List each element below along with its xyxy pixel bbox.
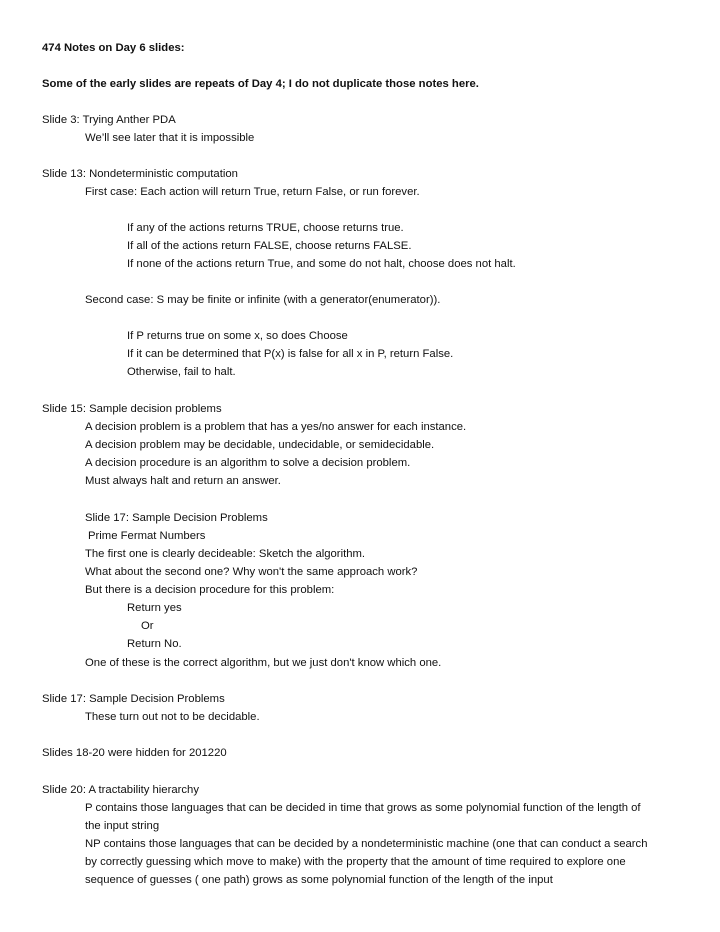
slide17a-line: What about the second one? Why won't the same approach work? <box>85 566 418 578</box>
slide17b-note: These turn out not to be decidable. <box>85 711 260 723</box>
slide13-heading: Slide 13: Nondeterministic computation <box>42 168 238 180</box>
slide20-line: sequence of guesses ( one path) grows as some polynomial function of the length of the input <box>85 874 553 886</box>
slide13-second-item: If P returns true on some x, so does Choose <box>127 330 348 342</box>
slide15-line: A decision problem may be decidable, undecidable, or semidecidable. <box>85 439 435 451</box>
intro-note: Some of the early slides are repeats of Day 4; I do not duplicate those notes here. <box>42 78 479 90</box>
slide17a-return-no: Return No. <box>127 638 182 650</box>
slide17a-line: But there is a decision procedure for this problem: <box>85 584 335 596</box>
slide13-first-case: First case: Each action will return True, return False, or run forever. <box>85 186 420 198</box>
hidden-slides-note: Slides 18-20 were hidden for 201220 <box>42 747 227 759</box>
slide15-line: Must always halt and return an answer. <box>85 475 281 487</box>
slide13-first-item: If all of the actions return FALSE, choose returns FALSE. <box>127 240 412 252</box>
slide15-line: A decision problem is a problem that has a yes/no answer for each instance. <box>85 421 467 433</box>
slide17a-line: The first one is clearly decideable: Sketch the algorithm. <box>85 548 366 560</box>
slide17a-return-yes: Return yes <box>127 602 182 614</box>
slide15-heading: Slide 15: Sample decision problems <box>42 403 222 415</box>
slide20-heading: Slide 20: A tractability hierarchy <box>42 784 199 796</box>
slide17a-heading: Slide 17: Sample Decision Problems <box>85 512 268 524</box>
slide20-line: NP contains those languages that can be decided by a nondeterministic machine (one that can conduct a search <box>85 838 648 850</box>
slide13-second-item: Otherwise, fail to halt. <box>127 366 236 378</box>
slide20-line: by correctly guessing which move to make) with the property that the amount of time required to explore one <box>85 856 626 868</box>
slide17a-subtitle: Prime Fermat Numbers <box>88 530 206 542</box>
slide20-line: the input string <box>85 820 160 832</box>
slide13-first-item: If none of the actions return True, and some do not halt, choose does not halt. <box>127 258 516 270</box>
slide13-second-item: If it can be determined that P(x) is false for all x in P, return False. <box>127 348 454 360</box>
slide17a-or: Or <box>141 620 154 632</box>
slide3-heading: Slide 3: Trying Anther PDA <box>42 114 176 126</box>
slide20-line: P contains those languages that can be decided in time that grows as some polynomial function of the length of <box>85 802 641 814</box>
slide15-line: A decision procedure is an algorithm to solve a decision problem. <box>85 457 411 469</box>
slide17b-heading: Slide 17: Sample Decision Problems <box>42 693 225 705</box>
document-title: 474 Notes on Day 6 slides: <box>42 42 185 54</box>
slide13-second-case: Second case: S may be finite or infinite (with a generator(enumerator)). <box>85 294 441 306</box>
slide3-note: We’ll see later that it is impossible <box>85 132 255 144</box>
slide13-first-item: If any of the actions returns TRUE, choose returns true. <box>127 222 404 234</box>
slide17a-closing: One of these is the correct algorithm, but we just don't know which one. <box>85 657 442 669</box>
